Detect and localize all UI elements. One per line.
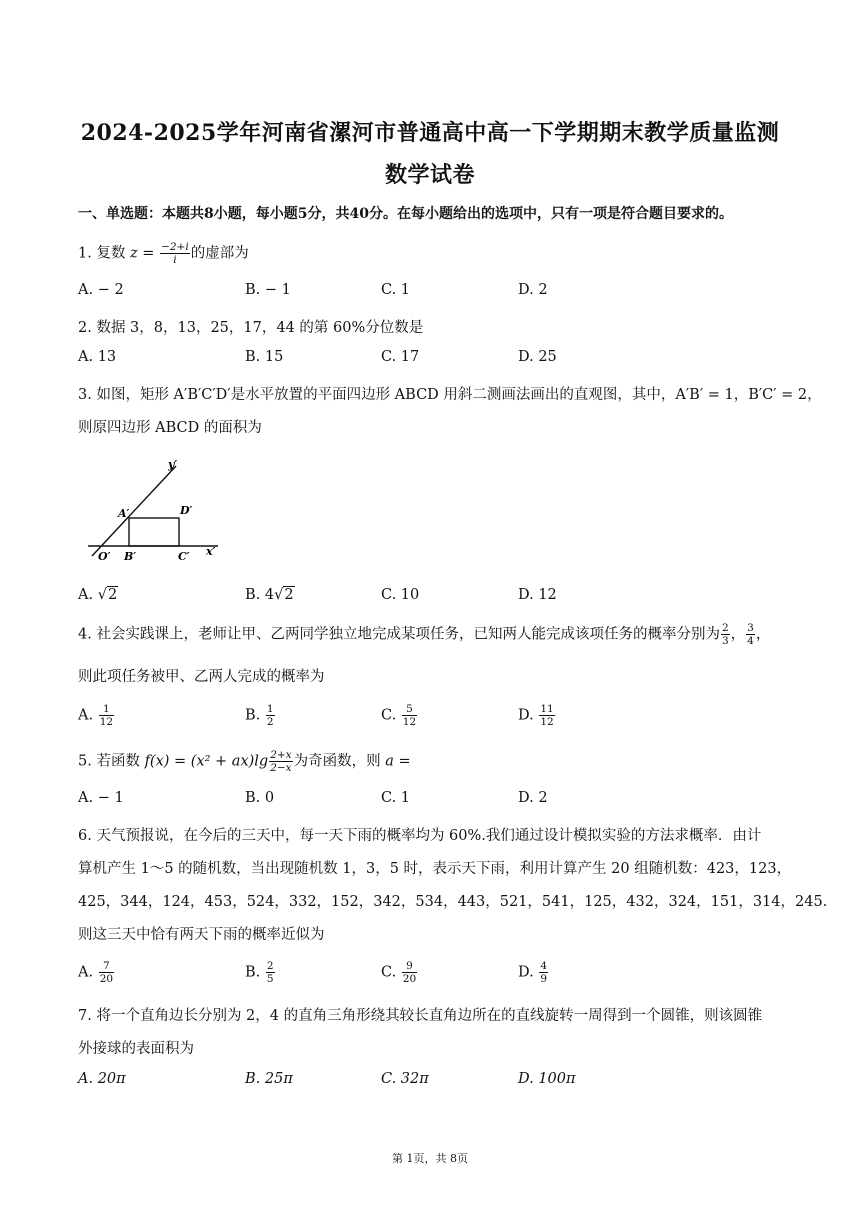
- q1-option-a: A. − 2: [78, 282, 124, 298]
- q4-a-den: 12: [99, 716, 114, 728]
- q1-option-b: B. − 1: [245, 282, 291, 298]
- q1-frac-den: i: [173, 254, 177, 266]
- q4-a-fraction: [99, 703, 114, 728]
- q3-b-prefix: B. 4: [245, 587, 275, 603]
- section-heading: 一、单选题：本题共8小题，每小题5分，共40分。在每小题给出的选项中，只有一项是符合题目要求的。: [78, 206, 733, 222]
- q5-frac-num: 2+x: [270, 749, 292, 761]
- q3-option-a: A. √2: [78, 587, 118, 603]
- q5-var: a =: [385, 753, 411, 770]
- q4-text: 4. 社会实践课上，老师让甲、乙两同学独立地完成某项任务，已知两人能完成该项任务的概率分别为: [78, 626, 720, 643]
- q4-d-fraction: [539, 703, 554, 728]
- q6-d-den: 9: [540, 973, 548, 985]
- q6-option-b: [245, 960, 276, 985]
- q4-c-den: 12: [402, 716, 417, 728]
- q4-f1-den: 3: [721, 635, 729, 647]
- q6-d-fraction: [539, 960, 548, 985]
- q5-fraction: [269, 749, 292, 774]
- q5-frac-den: 2−x: [270, 762, 292, 774]
- page-footer: 第 1页，共 8页: [392, 1152, 468, 1165]
- q6-option-c: [381, 960, 418, 985]
- q4-b-prefix: B.: [245, 707, 265, 724]
- question-4-line1: [78, 622, 770, 647]
- q1-fraction: [160, 241, 190, 266]
- label-a: A′: [118, 507, 130, 520]
- question-3-line1: 3. 如图，矩形 A′B′C′D′是水平放置的平面四边形 ABCD 用斜二测画法画出的直观图，其中，A′B′ = 1，B′C′ = 2，: [78, 387, 822, 403]
- question-7-line1: 7. 将一个直角边长分别为 2，4 的直角三角形绕其较长直角边所在的直线旋转一周得到一个圆锥，则该圆锥: [78, 1008, 763, 1024]
- q7-option-b: B. 25π: [245, 1071, 293, 1087]
- q4-f2-den: 4: [747, 635, 754, 647]
- q5-option-b: B. 0: [245, 790, 275, 806]
- q2-option-d: D. 25: [518, 349, 557, 365]
- q4-d-prefix: D.: [518, 707, 539, 724]
- q6-b-num: 2: [266, 960, 274, 972]
- exam-title-line1: 2024-2025学年河南省漯河市普通高中高一下学期期末教学质量监测: [80, 120, 780, 146]
- q4-option-b: [245, 703, 276, 728]
- q4-d-num: 11: [540, 703, 554, 715]
- q3-b-radicand: 2: [284, 587, 294, 603]
- label-o: O′: [98, 550, 111, 563]
- q3-a-radicand: 2: [107, 587, 118, 603]
- q3-option-c: C. 10: [381, 587, 420, 603]
- q1-option-c: C. 1: [381, 282, 411, 298]
- question-5: [78, 749, 411, 774]
- q4-f1-num: 2: [721, 622, 729, 634]
- q5-option-d: D. 2: [518, 790, 548, 806]
- q5-option-a: A. − 1: [78, 790, 124, 806]
- question-3-line2: 则原四边形 ABCD 的面积为: [78, 420, 262, 436]
- label-c: C′: [178, 550, 190, 563]
- q6-option-a: [78, 960, 115, 985]
- question-6-line1: 6. 天气预报说，在今后的三天中，每一天下雨的概率均为 60%.我们通过设计模拟实验的方法求概率．由计: [78, 828, 762, 844]
- q4-separator: ，: [730, 626, 746, 643]
- q6-a-den: 20: [99, 973, 114, 985]
- q6-b-den: 5: [266, 973, 274, 985]
- q4-fraction-2: [746, 622, 755, 647]
- q5-prefix: 5. 若函数: [78, 753, 145, 770]
- label-y: y′: [168, 458, 178, 471]
- q6-a-prefix: A.: [78, 964, 98, 981]
- q4-c-fraction: [402, 703, 417, 728]
- question-1: [78, 241, 249, 266]
- q4-c-num: 5: [402, 703, 417, 716]
- q5-option-c: C. 1: [381, 790, 411, 806]
- q6-c-prefix: C.: [381, 964, 401, 981]
- q3-oblique-figure: [84, 454, 234, 566]
- question-2: 2. 数据 3，8，13，25，17，44 的第 60%分位数是: [78, 320, 424, 336]
- q7-option-c: C. 32π: [381, 1071, 429, 1087]
- y-axis-line: [92, 466, 176, 556]
- q6-b-fraction: [266, 960, 275, 985]
- q3-a-prefix: A.: [78, 587, 98, 603]
- q6-option-d: [518, 960, 549, 985]
- q4-a-prefix: A.: [78, 707, 98, 724]
- q6-b-prefix: B.: [245, 964, 265, 981]
- q4-option-d: [518, 703, 556, 728]
- q4-a-num: 1: [99, 703, 114, 716]
- q2-option-b: B. 15: [245, 349, 284, 365]
- rectangle-abcd: [129, 518, 179, 546]
- q6-d-num: 4: [540, 960, 548, 972]
- q1-var: z =: [130, 245, 160, 262]
- q4-b-num: 1: [266, 703, 274, 715]
- question-4-line2: 则此项任务被甲、乙两人完成的概率为: [78, 669, 325, 685]
- q6-c-den: 20: [402, 973, 417, 985]
- question-7-line2: 外接球的表面积为: [78, 1041, 194, 1057]
- question-6-line2: 算机产生 1～5 的随机数，当出现随机数 1，3，5 时，表示天下雨，利用计算产生 20 组随机数：423，123，: [78, 861, 792, 877]
- q3-option-d: D. 12: [518, 587, 557, 603]
- q6-c-fraction: [402, 960, 417, 985]
- q6-a-num: 7: [99, 960, 114, 973]
- q6-c-num: 9: [402, 960, 417, 973]
- q6-d-prefix: D.: [518, 964, 539, 981]
- q5-function: f(x) = (x² + ax)lg: [144, 753, 269, 770]
- q4-fraction-1: [721, 622, 730, 647]
- q4-d-den: 12: [540, 716, 554, 728]
- q7-option-a: A. 20π: [78, 1071, 126, 1087]
- exam-title-line2: 数学试卷: [384, 162, 475, 188]
- q4-end: ，: [755, 626, 771, 643]
- q4-option-c: [381, 703, 418, 728]
- q4-option-a: [78, 703, 115, 728]
- q4-f2-num: 3: [747, 622, 754, 634]
- q7-option-d: D. 100π: [518, 1071, 576, 1087]
- q1-frac-num: −2+i: [161, 241, 189, 253]
- q2-option-a: A. 13: [78, 349, 117, 365]
- q1-suffix: 的虚部为: [190, 245, 249, 262]
- label-x: x′: [206, 545, 216, 558]
- q3-option-b: B. 4√2: [245, 587, 294, 603]
- label-b: B′: [124, 550, 137, 563]
- question-6-line4: 则这三天中恰有两天下雨的概率近似为: [78, 927, 325, 943]
- label-d: D′: [180, 504, 193, 517]
- q2-option-c: C. 17: [381, 349, 420, 365]
- q6-a-fraction: [99, 960, 114, 985]
- q4-b-den: 2: [266, 716, 274, 728]
- q1-prefix: 1. 复数: [78, 245, 131, 262]
- q1-option-d: D. 2: [518, 282, 548, 298]
- question-6-line3: 425，344，124，453，524，332，152，342，534，443，521，541，125，432，324，151，314，245.: [78, 894, 828, 910]
- q4-b-fraction: [266, 703, 275, 728]
- q4-c-prefix: C.: [381, 707, 401, 724]
- q5-suffix: 为奇函数，则: [293, 753, 386, 770]
